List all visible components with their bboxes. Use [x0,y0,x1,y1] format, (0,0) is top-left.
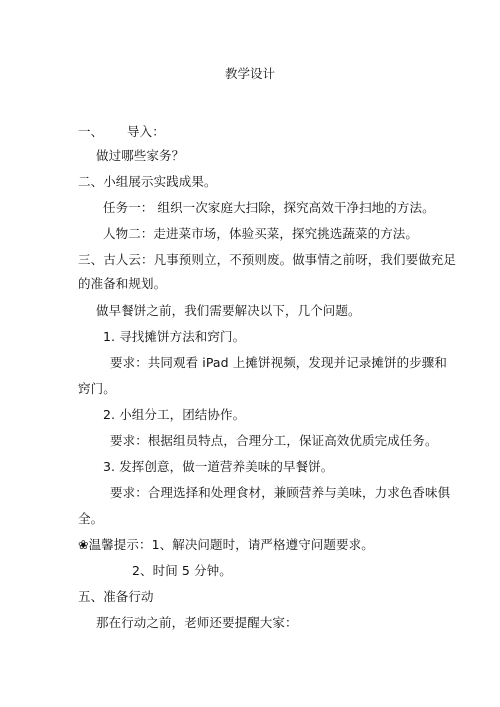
task-one-text: 任务一： 组织一次家庭大扫除，探究高效干净扫地的方法。 [103,200,435,215]
item-1-requirement-line-1: 要求：共同观看 iPad 上摊饼视频，发现并记录摊饼的步骤和 [110,355,447,370]
item-1-heading: 1. 寻找摊饼方法和窍门。 [103,329,246,344]
tip-line-2: 2、时间 5 分钟。 [132,563,232,578]
section-2-heading: 二、小组展示实践成果。 [78,174,217,189]
section-5-heading: 五、准备行动 [78,589,154,604]
item-3-heading: 3. 发挥创意，做一道营养美味的早餐饼。 [103,459,334,474]
section-1-number: 一、 [78,124,104,139]
item-3-requirement-line-2: 全。 [78,511,104,526]
task-two-text: 人物二：走进菜市场，体验买菜，探究挑选蔬菜的方法。 [103,226,419,241]
paragraph-breakfast-intro: 做早餐饼之前，我们需要解决以下，几个问题。 [96,303,361,318]
tip-line-1: ❀温馨提示：1、解决问题时，请严格遵守问题要求。 [78,537,374,552]
item-2-requirement: 要求：根据组员特点，合理分工，保证高效优质完成任务。 [110,433,438,448]
paragraph-teacher-reminder: 那在行动之前，老师还要提醒大家： [96,615,298,630]
section-1-heading: 导入： [127,124,165,139]
section-3-heading-line-2: 的准备和规划。 [78,276,167,291]
document-title: 教学设计 [224,66,275,81]
paragraph-chores-question: 做过哪些家务？ [96,148,185,163]
item-2-heading: 2. 小组分工，团结协作。 [103,407,246,422]
item-3-requirement-line-1: 要求：合理选择和处理食材，兼顾营养与美味，力求色香味俱 [110,485,451,500]
item-1-requirement-line-2: 窍门。 [78,381,116,396]
section-3-heading-line-1: 三、古人云：凡事预则立，不预则废。做事情之前呀，我们要做充足 [78,252,457,267]
